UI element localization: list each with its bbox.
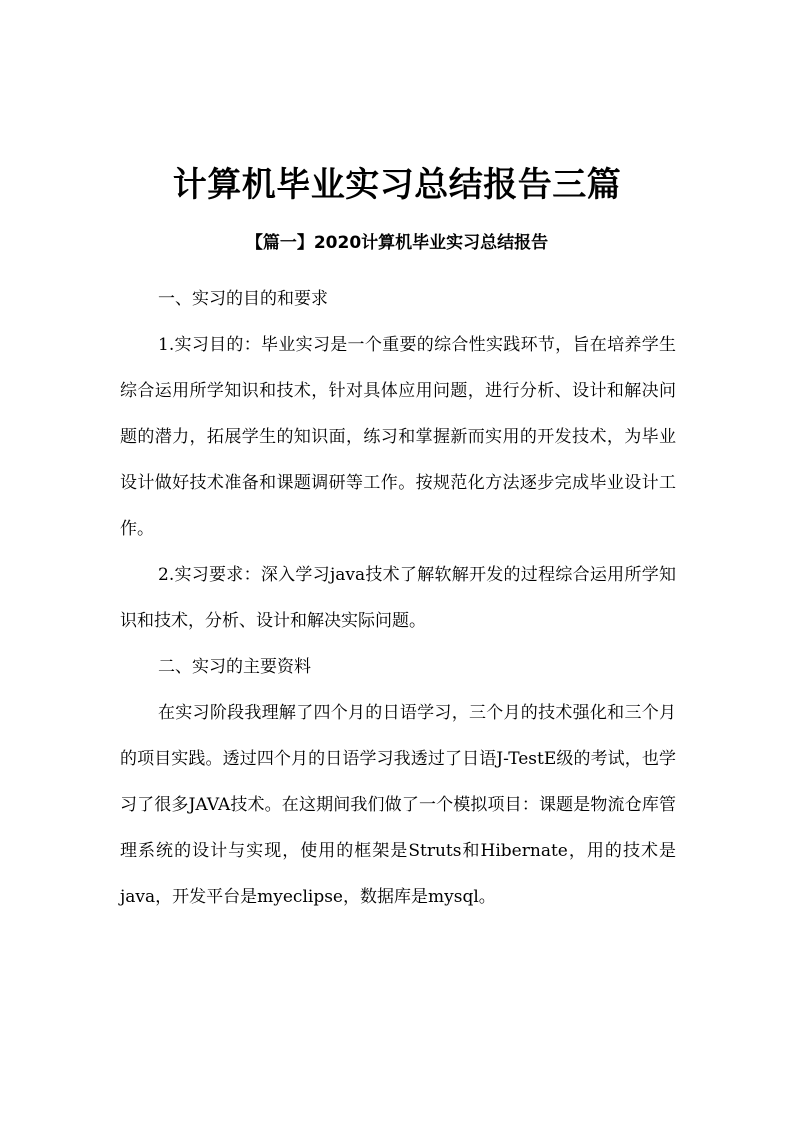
paragraph-heading-2: 二、实习的主要资料 [158, 657, 311, 677]
document-title: 计算机毕业实习总结报告三篇 [172, 165, 622, 205]
paragraph-requirements: 2.实习要求：深入学习java技术了解软解开发的过程综合运用所学知识和技术，分析、设计和解决实际问题。 [120, 565, 676, 631]
paragraph-main-content: 在实习阶段我理解了四个月的日语学习，三个月的技术强化和三个月的项目实践。透过四个月的日语学习我透过了日语J-TestE级的考试，也学习了很多JAVA技术。在这期间我们做了一个模拟项目：课题是物流仓库管理系统的设计与实现，使用的框架是Struts和Hibernate，用的技术是java，开发平台是myeclipse，数据库是mysql。 [120, 703, 676, 907]
section-heading: 【篇一】2020计算机毕业实习总结报告 [245, 233, 549, 253]
paragraph-heading-1: 一、实习的目的和要求 [158, 289, 328, 309]
document-body [120, 276, 676, 920]
paragraph-purpose: 1.实习目的：毕业实习是一个重要的综合性实践环节，旨在培养学生综合运用所学知识和技术，针对具体应用问题，进行分析、设计和解决问题的潜力，拓展学生的知识面，练习和掌握新而实用的开发技术，为毕业设计做好技术准备和课题调研等工作。按规范化方法逐步完成毕业设计工作。 [120, 335, 676, 539]
